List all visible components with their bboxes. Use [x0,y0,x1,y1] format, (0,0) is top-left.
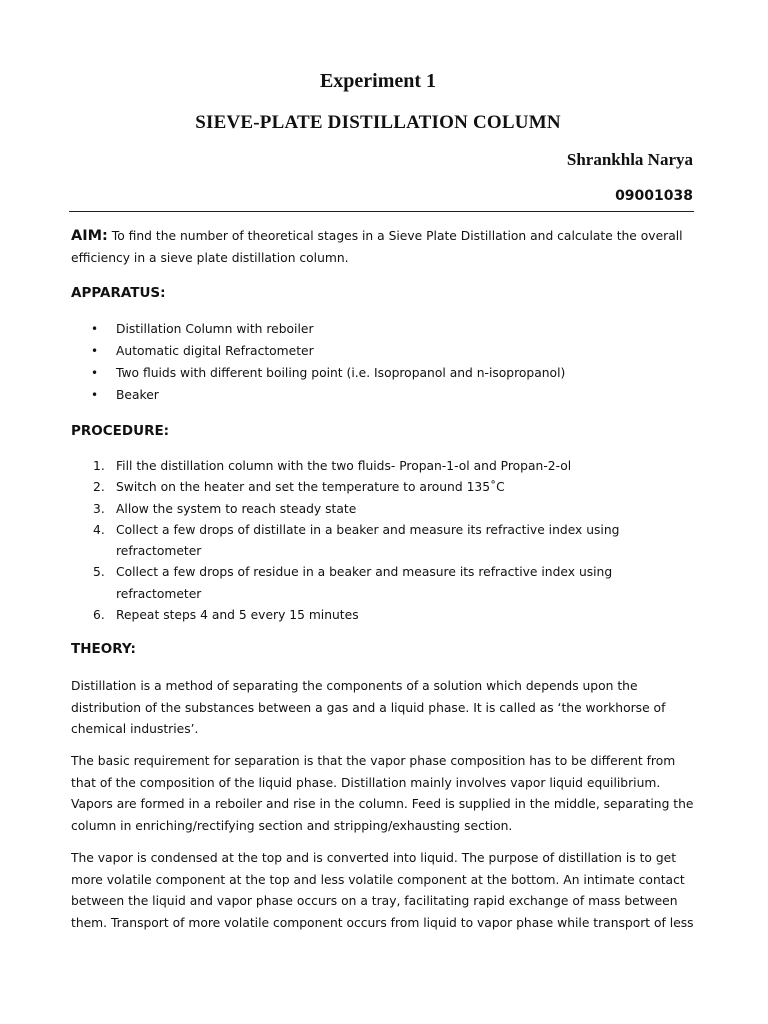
bullet-icon: • [91,344,99,358]
step-number: 3. [93,501,105,516]
step-number: 5. [93,565,105,580]
author-name: Shrankhla Narya [566,150,693,169]
apparatus-item-text: Automatic digital Refractometer [116,344,314,358]
list-item [71,384,565,406]
list-item [71,605,671,626]
step-text: Collect a few drops of distillate in a beaker and measure its refractive index using refractometer [116,522,620,559]
apparatus-list [71,318,565,406]
list-item [71,562,671,605]
list-item [71,340,565,362]
header-divider [69,211,694,212]
step-number: 6. [93,608,105,623]
list-item [71,456,671,477]
step-text: Fill the distillation column with the two fluids- Propan-1-ol and Propan-2-ol [116,459,572,473]
bullet-icon: • [91,322,99,336]
step-number: 2. [93,480,105,495]
apparatus-heading: APPARATUS: [71,285,166,301]
roll-number: 09001038 [615,188,693,204]
experiment-number: Experiment 1 [319,70,437,92]
step-text: Allow the system to reach steady state [116,501,357,516]
bullet-icon: • [91,388,99,402]
step-number: 4. [93,522,105,537]
procedure-heading: PROCEDURE: [71,423,170,439]
procedure-list [71,456,671,626]
step-text: Switch on the heater and set the temperature to around 135˚C [116,480,505,495]
aim-label: AIM: [71,228,108,244]
list-item [71,499,671,520]
theory-heading: THEORY: [71,641,136,657]
list-item [71,318,565,340]
aim-section [71,226,697,269]
step-number: 1. [93,459,105,473]
apparatus-item-text: Beaker [116,388,159,402]
apparatus-item-text: Distillation Column with reboiler [116,322,314,336]
step-text: Repeat steps 4 and 5 every 15 minutes [116,608,359,623]
theory-paragraph: The vapor is condensed at the top and is converted into liquid. The purpose of distillation is to get more volatile component at the top and less volatile component at the bottom. An intimate contact between the liquid and vapor phase occurs on a tray, facilitating rapid exchange of mass between them. Transport of more volatile component occurs from liquid to vapor phase while transport of less [71,851,694,930]
list-item [71,362,565,384]
list-item [71,520,671,563]
theory-paragraph: The basic requirement for separation is that the vapor phase composition has to be different from that of the composition of the liquid phase. Distillation mainly involves vapor liquid equilibrium. Vapors are formed in a reboiler and rise in the column. Feed is supplied in the middle, separating the column in enriching/rectifying section and stripping/exhausting section. [71,754,694,833]
theory-paragraph: Distillation is a method of separating the components of a solution which depends upon the distribution of the substances between a gas and a liquid phase. It is called as ‘the workhorse of chemical industries’. [71,679,666,736]
list-item [71,477,671,498]
document-title: SIEVE-PLATE DISTILLATION COLUMN [195,112,561,133]
apparatus-item-text: Two fluids with different boiling point (i.e. Isopropanol and n-isopropanol) [116,366,566,380]
bullet-icon: • [91,366,99,380]
step-text: Collect a few drops of residue in a beaker and measure its refractive index using refractometer [116,565,613,601]
aim-text: To find the number of theoretical stages in a Sieve Plate Distillation and calculate the overall efficiency in a sieve plate distillation column. [71,229,683,265]
